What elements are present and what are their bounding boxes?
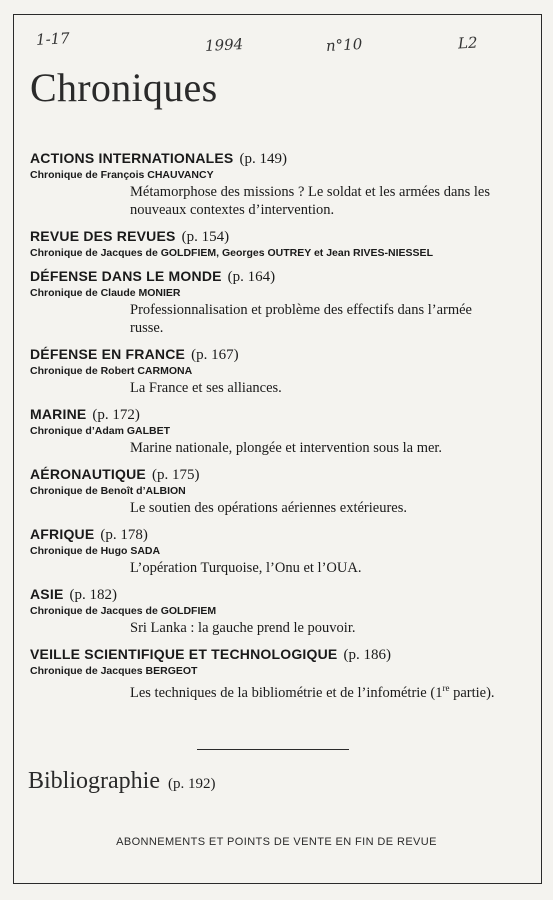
toc-entry	[30, 228, 500, 259]
bibliography-page: (p. 192)	[167, 776, 216, 792]
section-summary: L’opération Turquoise, l’Onu et l’OUA.	[130, 560, 362, 576]
bibliography-title: Bibliographie	[28, 768, 160, 794]
handwritten-note: n°10	[325, 35, 363, 55]
divider-rule	[197, 749, 349, 750]
section-author: Chronique de Robert CARMONA	[30, 365, 193, 377]
section-summary: La France et ses alliances.	[130, 380, 282, 396]
toc-entry	[30, 526, 500, 577]
section-summary: Métamorphose des missions ? Le soldat et les armées dans les nouveaux contextes d’intervention.	[130, 184, 491, 218]
section-title: ACTIONS INTERNATIONALES	[30, 150, 234, 166]
section-summary: Les techniques de la bibliométrie et de l’infométrie (1re partie).	[130, 683, 495, 701]
footer-note: ABONNEMENTS ET POINTS DE VENTE EN FIN DE REVUE	[116, 836, 437, 848]
section-page: (p. 182)	[69, 587, 117, 603]
section-author: Chronique de Jacques BERGEOT	[30, 665, 198, 677]
handwritten-note: 1994	[204, 35, 244, 55]
toc-entry	[30, 406, 500, 457]
section-title: ASIE	[30, 586, 64, 602]
toc-entry	[30, 346, 500, 397]
handwritten-note: 1-17	[35, 29, 71, 49]
section-title: DÉFENSE DANS LE MONDE	[30, 268, 222, 284]
toc-entry	[30, 646, 500, 702]
section-page: (p. 167)	[191, 347, 239, 363]
section-page: (p. 172)	[92, 407, 140, 423]
toc-entry	[30, 586, 500, 637]
section-summary: Professionnalisation et problème des effectifs dans l’armée russe.	[130, 302, 472, 336]
section-page: (p. 154)	[181, 229, 230, 245]
section-author: Chronique de Jacques de GOLDFIEM	[30, 605, 217, 617]
section-title: AFRIQUE	[30, 526, 95, 542]
superscript: re	[442, 683, 450, 693]
toc-entry	[30, 150, 500, 219]
page-title: Chroniques	[30, 65, 218, 110]
section-author: Chronique de Claude MONIER	[30, 287, 181, 299]
bibliography-heading	[28, 768, 215, 795]
section-title: DÉFENSE EN FRANCE	[30, 346, 186, 362]
section-title: VEILLE SCIENTIFIQUE ET TECHNOLOGIQUE	[30, 646, 338, 662]
table-of-contents	[30, 150, 500, 711]
toc-entry	[30, 466, 500, 517]
section-author: Chronique de Hugo SADA	[30, 545, 161, 557]
section-page: (p. 186)	[343, 647, 391, 663]
section-summary: Le soutien des opérations aériennes extérieures.	[130, 500, 408, 516]
section-summary: Marine nationale, plongée et intervention sous la mer.	[130, 440, 443, 456]
section-page: (p. 178)	[100, 527, 148, 543]
section-page: (p. 175)	[151, 467, 200, 483]
section-summary: Sri Lanka : la gauche prend le pouvoir.	[130, 620, 356, 636]
section-title: MARINE	[30, 406, 87, 422]
section-title: REVUE DES REVUES	[30, 228, 176, 244]
section-page: (p. 149)	[239, 151, 287, 167]
toc-entry	[30, 268, 500, 337]
section-page: (p. 164)	[227, 269, 276, 285]
section-author: Chronique de Benoît d’ALBION	[30, 485, 186, 497]
handwritten-note: L2	[457, 33, 478, 53]
section-author: Chronique de Jacques de GOLDFIEM, Georges OUTREY et Jean RIVES-NIESSEL	[30, 247, 433, 259]
section-title: AÉRONAUTIQUE	[30, 466, 146, 482]
section-author: Chronique d’Adam GALBET	[30, 425, 170, 437]
section-author: Chronique de François CHAUVANCY	[30, 169, 214, 181]
